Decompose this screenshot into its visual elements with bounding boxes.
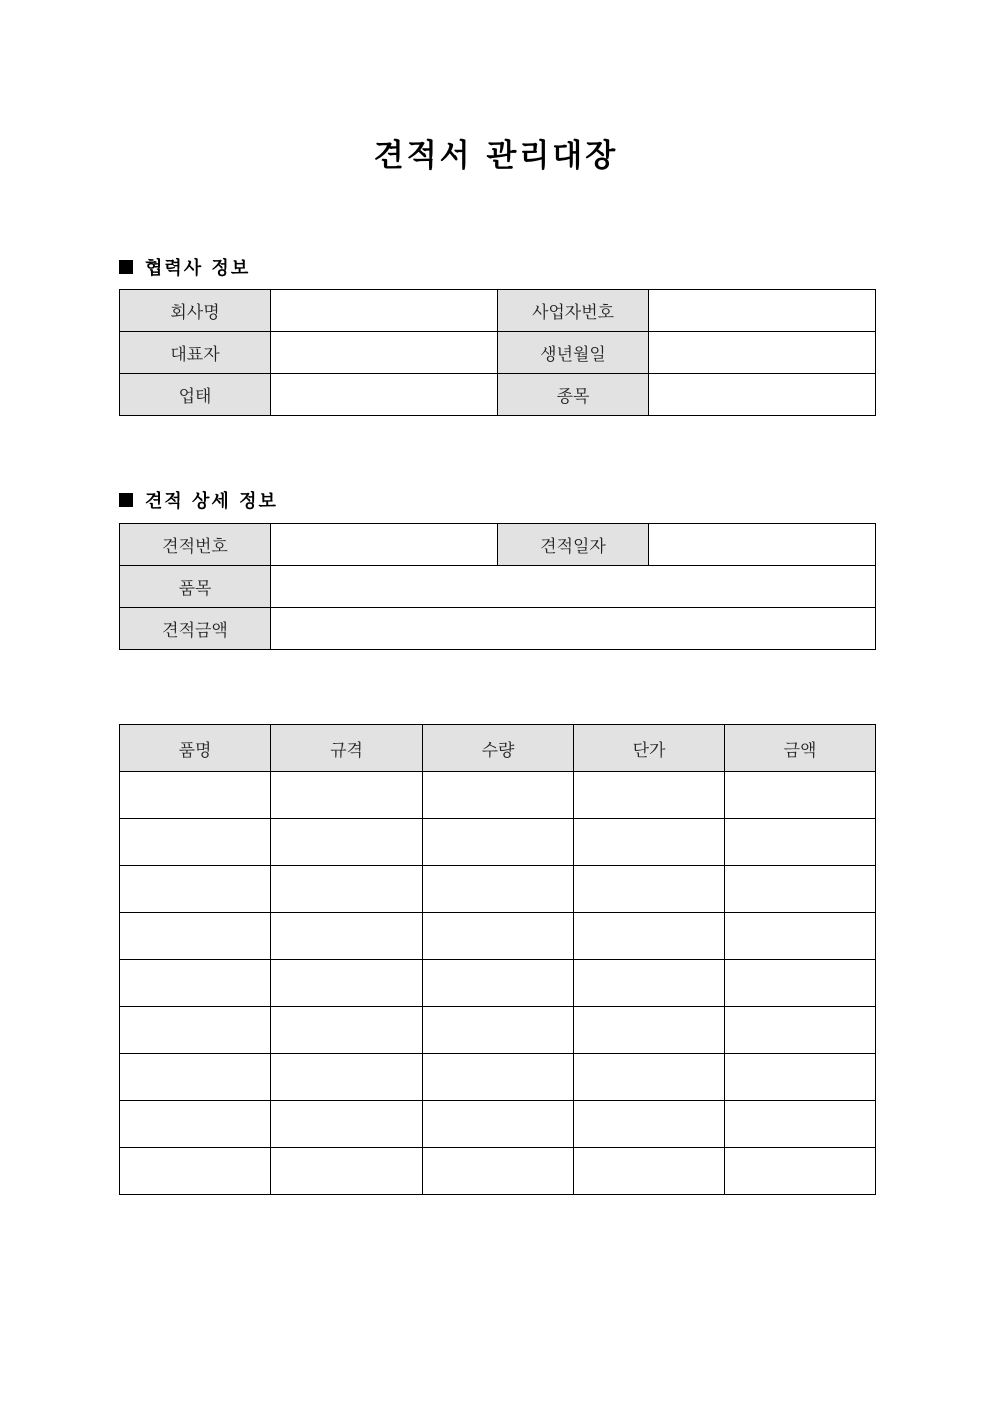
amount-cell[interactable] (725, 819, 876, 866)
spec-cell[interactable] (271, 960, 423, 1007)
unit-price-cell[interactable] (574, 866, 725, 913)
product-name-cell[interactable] (120, 819, 271, 866)
quote-section-heading (119, 487, 278, 513)
table-row (120, 1148, 876, 1195)
quote-detail-table (119, 523, 876, 650)
amount-cell[interactable] (725, 1054, 876, 1101)
unit-price-cell[interactable] (574, 1101, 725, 1148)
amount-cell[interactable] (725, 1148, 876, 1195)
column-header-quantity: 수량 (423, 725, 574, 772)
spec-cell[interactable] (271, 913, 423, 960)
partner-row (120, 332, 876, 374)
product-name-cell[interactable] (120, 1054, 271, 1101)
quantity-cell[interactable] (423, 1054, 574, 1101)
amount-cell[interactable] (725, 1101, 876, 1148)
unit-price-cell[interactable] (574, 819, 725, 866)
partner-row (120, 374, 876, 416)
business-number-field[interactable] (649, 290, 876, 332)
product-name-cell[interactable] (120, 960, 271, 1007)
page-title: 견적서 관리대장 (373, 138, 619, 174)
quantity-cell[interactable] (423, 960, 574, 1007)
column-header-spec: 규격 (271, 725, 423, 772)
table-row (120, 960, 876, 1007)
square-bullet-icon (119, 260, 133, 274)
table-row (120, 819, 876, 866)
spec-cell[interactable] (271, 772, 423, 819)
unit-price-cell[interactable] (574, 1148, 725, 1195)
quote-row (120, 608, 876, 650)
business-type-field[interactable] (271, 374, 498, 416)
quote-amount-label: 견적금액 (120, 608, 271, 650)
column-header-unit-price: 단가 (574, 725, 725, 772)
amount-cell[interactable] (725, 960, 876, 1007)
birth-date-field[interactable] (649, 332, 876, 374)
quantity-cell[interactable] (423, 772, 574, 819)
company-name-label: 회사명 (120, 290, 271, 332)
business-type-label: 업태 (120, 374, 271, 416)
item-category-field[interactable] (271, 566, 876, 608)
table-row (120, 866, 876, 913)
business-item-label: 종목 (498, 374, 649, 416)
table-row (120, 1007, 876, 1054)
square-bullet-icon (119, 493, 133, 507)
column-header-amount: 금액 (725, 725, 876, 772)
amount-cell[interactable] (725, 866, 876, 913)
product-name-cell[interactable] (120, 913, 271, 960)
items-table (119, 724, 876, 1195)
item-category-label: 품목 (120, 566, 271, 608)
unit-price-cell[interactable] (574, 772, 725, 819)
birth-date-label: 생년월일 (498, 332, 649, 374)
representative-label: 대표자 (120, 332, 271, 374)
unit-price-cell[interactable] (574, 960, 725, 1007)
business-number-label: 사업자번호 (498, 290, 649, 332)
quote-amount-field[interactable] (271, 608, 876, 650)
spec-cell[interactable] (271, 819, 423, 866)
quantity-cell[interactable] (423, 1148, 574, 1195)
unit-price-cell[interactable] (574, 1007, 725, 1054)
items-table-header (120, 725, 876, 772)
quantity-cell[interactable] (423, 1101, 574, 1148)
quantity-cell[interactable] (423, 866, 574, 913)
table-row (120, 913, 876, 960)
quantity-cell[interactable] (423, 913, 574, 960)
quote-date-label: 견적일자 (498, 524, 649, 566)
quote-row (120, 566, 876, 608)
partner-row (120, 290, 876, 332)
quantity-cell[interactable] (423, 819, 574, 866)
representative-field[interactable] (271, 332, 498, 374)
partner-section-heading (119, 254, 250, 280)
product-name-cell[interactable] (120, 866, 271, 913)
amount-cell[interactable] (725, 1007, 876, 1054)
unit-price-cell[interactable] (574, 913, 725, 960)
product-name-cell[interactable] (120, 1148, 271, 1195)
company-name-field[interactable] (271, 290, 498, 332)
column-header-product-name: 품명 (120, 725, 271, 772)
product-name-cell[interactable] (120, 772, 271, 819)
amount-cell[interactable] (725, 772, 876, 819)
quote-date-field[interactable] (649, 524, 876, 566)
quote-section-title: 견적 상세 정보 (145, 491, 278, 512)
product-name-cell[interactable] (120, 1101, 271, 1148)
spec-cell[interactable] (271, 1148, 423, 1195)
spec-cell[interactable] (271, 1054, 423, 1101)
unit-price-cell[interactable] (574, 1054, 725, 1101)
amount-cell[interactable] (725, 913, 876, 960)
quantity-cell[interactable] (423, 1007, 574, 1054)
spec-cell[interactable] (271, 1101, 423, 1148)
table-row (120, 772, 876, 819)
spec-cell[interactable] (271, 1007, 423, 1054)
product-name-cell[interactable] (120, 1007, 271, 1054)
business-item-field[interactable] (649, 374, 876, 416)
quote-number-field[interactable] (271, 524, 498, 566)
table-row (120, 1054, 876, 1101)
spec-cell[interactable] (271, 866, 423, 913)
quote-row (120, 524, 876, 566)
quote-number-label: 견적번호 (120, 524, 271, 566)
partner-info-table (119, 289, 876, 416)
partner-section-title: 협력사 정보 (145, 258, 251, 279)
table-row (120, 1101, 876, 1148)
